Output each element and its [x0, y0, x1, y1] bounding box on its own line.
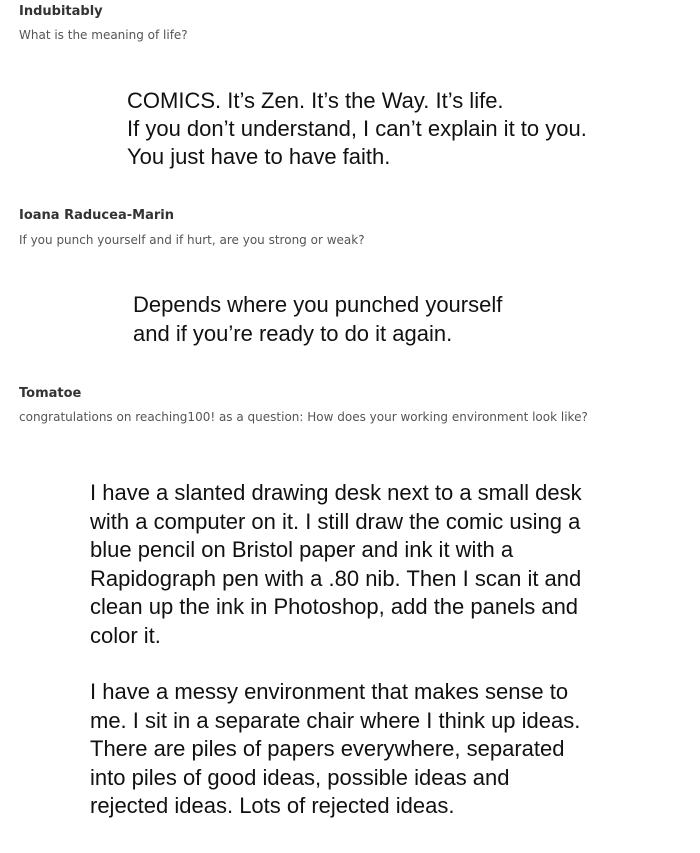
answer-line: blue pencil on Bristol paper and ink it with a: [90, 537, 514, 562]
answer-line: I have a slanted drawing desk next to a small desk: [90, 480, 582, 505]
asker-name: Ioana Raducea-Marin: [19, 208, 174, 223]
asker-name: Tomatoe: [19, 386, 82, 401]
asker-name: Indubitably: [19, 4, 103, 19]
answer-line: You just have to have faith.: [127, 144, 391, 169]
answer-paragraph: [90, 479, 690, 650]
question-text: If you punch yourself and if hurt, are you strong or weak?: [19, 233, 365, 247]
answer-line: me. I sit in a separate chair where I think up ideas.: [90, 707, 581, 733]
answer-line: color it.: [90, 622, 161, 648]
answer-line: There are piles of papers everywhere, separated: [90, 736, 565, 761]
answer-line: with a computer on it. I still draw the comic using a: [90, 508, 581, 534]
answer-text: [127, 87, 687, 171]
answer-line: and if you’re ready to do it again.: [133, 321, 453, 346]
answer-line: Depends where you punched yourself: [133, 292, 503, 317]
answer-text: [133, 290, 653, 348]
answer-paragraph: [90, 678, 690, 821]
answer-line: If you don’t understand, I can’t explain it to you.: [127, 116, 587, 141]
answer-line: Rapidograph pen with a .80 nib. Then I scan it and: [90, 565, 582, 591]
answer-line: COMICS. It’s Zen. It’s the Way. It’s life.: [127, 88, 504, 113]
answer-text: [90, 479, 690, 821]
question-text: What is the meaning of life?: [19, 28, 188, 42]
answer-line: rejected ideas. Lots of rejected ideas.: [90, 793, 455, 818]
answer-line: clean up the ink in Photoshop, add the panels and: [90, 594, 579, 619]
answer-line: I have a messy environment that makes sense to: [90, 679, 569, 704]
answer-line: into piles of good ideas, possible ideas and: [90, 764, 510, 790]
question-text: congratulations on reaching100! as a question: How does your working environment look like?: [19, 410, 588, 424]
